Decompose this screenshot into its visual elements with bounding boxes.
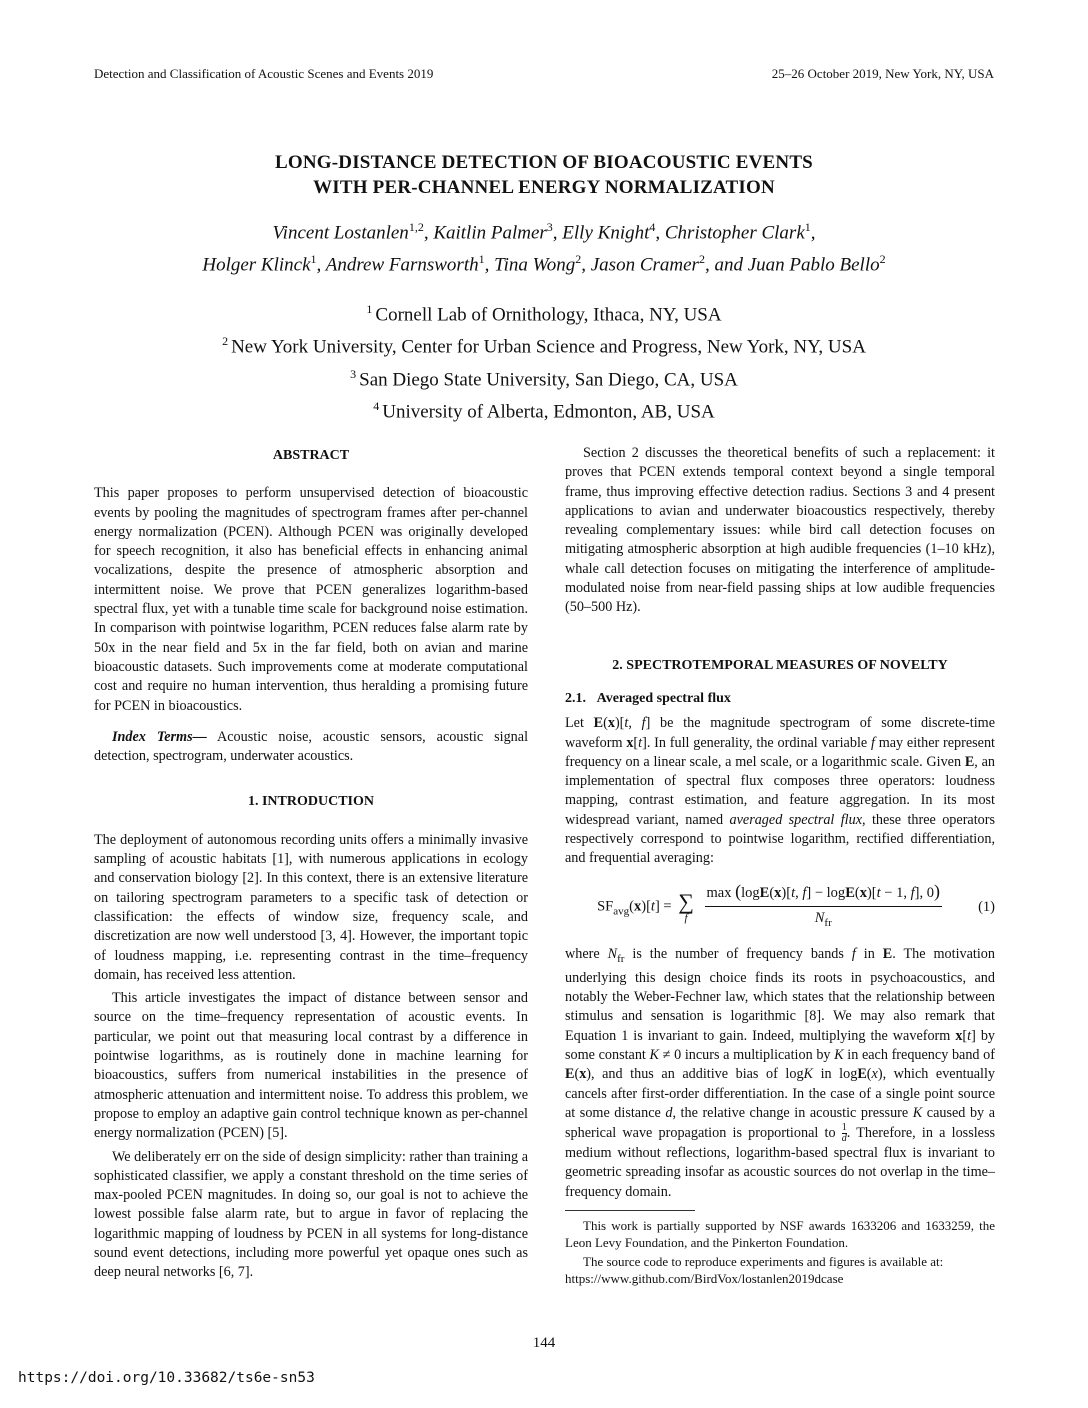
- affiliation-text: San Diego State University, San Diego, CA, USA: [359, 368, 738, 390]
- affiliation-text: Cornell Lab of Ornithology, Ithaca, NY, USA: [375, 304, 722, 326]
- affiliation-number: 1: [366, 302, 376, 316]
- author-affiliation-mark: 1,2: [408, 220, 424, 234]
- author-name: Andrew Farnsworth: [325, 254, 479, 276]
- author-name: Vincent Lostanlen: [272, 222, 409, 244]
- abstract-heading: ABSTRACT: [272, 448, 350, 463]
- affiliation-list: [0, 296, 1088, 425]
- affiliation-number: 4: [373, 398, 383, 413]
- index-terms-label: Index Terms—: [112, 728, 207, 745]
- affiliation-item: [0, 328, 1088, 360]
- author-name: Kaitlin Palmer: [433, 222, 547, 244]
- author-affiliation-mark: 4: [649, 220, 656, 234]
- author-affiliation-mark: 1: [478, 252, 485, 267]
- doi-link[interactable]: https://doi.org/10.33682/ts6e-sn53: [18, 1370, 315, 1386]
- paper-title-line-1: LONG-DISTANCE DETECTION OF BIOACOUSTIC EVENTS: [275, 152, 813, 173]
- subsection-2-1-heading: [565, 689, 995, 708]
- author-affiliation-mark: 2: [698, 252, 705, 267]
- subsection-title: Averaged spectral flux: [596, 690, 731, 706]
- section-2-heading: 2. SPECTROTEMPORAL MEASURES OF NOVELTY: [612, 657, 948, 673]
- index-terms-text: Acoustic noise, acoustic sensors, acoustic signal detection, spectrogram, underwater acoustics.: [94, 728, 529, 765]
- equation-discussion-paragraph: where $N_{fr}$ is the number of frequency bands f in E. The motivation underlying this design choice finds its roots in psychoacoustics, and notably the Weber-Fechner law, which states that the relationship between stimulus and sensation is logarithmic [8]. We may also remark that Equation 1 is invariant to gain. Indeed, multiplying the waveform x[t] by some constant K ≠ 0 incurs a multiplication by K in each frequency band of E(x), and thus an additive bias of logK in logE(x), which eventually cancels after first-order differentiation. In the case of a single point source at some distance d, the relative change in acoustic pressure K caused by a spherical wave propagation is proportional to $\frac{1}{d}$ . Therefore, in a lossless medium without reflections, logarithm-based spectral flux is invariant to geometric spreading insofar as acoustic sources do not overlap in the time–frequency domain.: [565, 945, 996, 1200]
- spectral-flux-paragraph: Let E(x)[t, f] be the magnitude spectrogram of some discrete-time waveform x[t]. In full generality, the ordinal variable f may either represent frequency on a linear scale, a mel scale, or a logarithmic scale. Given E, an implementation of spectral flux composes three operators: loudness mapping, contrast estimation, and feature aggregation. In its most widespread variant, named averaged spectral flux, these three operators respectively correspond to pointwise logarithm, rectified differentiation, and frequential averaging:: [565, 715, 996, 867]
- footnote-divider: [565, 1210, 695, 1211]
- author-list: [0, 214, 1088, 279]
- affiliation-text: University of Alberta, Edmonton, AB, USA: [382, 401, 715, 423]
- author-line-1: Vincent Lostanlen$^{1,2}$, Kaitlin Palmer$^3$, Elly Knight$^4$, Christopher Clark$^1$,: [272, 220, 816, 244]
- page-number: 144: [532, 1335, 556, 1351]
- footnote-source-code: The source code to reproduce experiments and figures is available at: https://www.github.com/BirdVox/lostanlen2019dcase: [565, 1254, 944, 1287]
- index-terms: [94, 728, 528, 767]
- author-affiliation-mark: 2: [575, 252, 582, 267]
- equation-1: [565, 879, 995, 937]
- affiliation-item: [0, 361, 1088, 393]
- affiliation-item: [0, 296, 1088, 328]
- intro-paragraph-2: This article investigates the impact of distance between sensor and source on the time–frequency representation of acoustic events. In particular, we point out that measuring local contrast by a difference in pointwise logarithms, as is routinely done in machine learning for bioacoustics, suffers from numerical instabilities in the presence of atmospheric attenuation and intermittent noise. To address this problem, we propose to employ an adaptive gain control technique known as per-channel energy normalization (PCEN) [5].: [94, 990, 528, 1142]
- author-name: Jason Cramer: [590, 254, 699, 276]
- paper-title-line-2: WITH PER-CHANNEL ENERGY NORMALIZATION: [313, 177, 775, 198]
- running-header-right: 25–26 October 2019, New York, NY, USA: [771, 66, 994, 81]
- affiliation-number: 2: [222, 334, 232, 349]
- equation-1-body: $SF_{avg}(x)[t]$ = ∑ f $\frac{\max (\log E(x)[t, f] - \log E(x)[t - 1, f], 0)}{N_{fr}}$: [597, 881, 940, 929]
- subsection-number: 2.1.: [565, 690, 586, 706]
- affiliation-text: New York University, Center for Urban Science and Progress, New York, NY, USA: [231, 336, 866, 358]
- intro-paragraph-3: We deliberately err on the side of design simplicity: rather than training a sophisticated classifier, we apply a constant threshold on the time series of max-pooled PCEN magnitudes. In doing so, our goal is not to achieve the lowest possible false alarm rate, but to argue in favor of replacing the logarithmic mapping of loudness by PCEN in all systems for long-distance sound event detections, including more powerful yet opaque ones such as deep neural networks [6, 7].: [94, 1148, 528, 1281]
- author-name: Tina Wong: [494, 254, 576, 276]
- author-affiliation-mark: 2: [879, 252, 886, 267]
- author-name: Elly Knight: [562, 222, 650, 244]
- author-line-2: Holger Klinck$^1$, Andrew Farnsworth$^1$, Tina Wong$^2$, Jason Cramer$^2$, and Juan Pablo Bello$^2$: [202, 252, 886, 276]
- footnote-funding: This work is partially supported by NSF awards 1633206 and 1633259, the Leon Levy Foundation, and the Pinkerton Foundation.: [565, 1218, 995, 1251]
- author-affiliation-mark: 3: [546, 220, 553, 234]
- running-header-left: Detection and Classification of Acoustic Scenes and Events 2019: [94, 66, 434, 81]
- equation-1-number: (1): [978, 898, 995, 915]
- author-name: and Juan Pablo Bello: [714, 254, 880, 276]
- intro-paragraph-1: The deployment of autonomous recording units offers a minimally invasive sampling of acoustic habitats [1], with numerous applications in ecology and conservation biology [2]. In this context, there is an extensive literature on tailoring spectrogram parameters to a specific task of detection or classification: the effects of window size, frequency scale, and discretization are now well understood [3, 4]. However, the important topic of loudness mapping, i.e. representing contrast in the time–frequency domain, has received less attention.: [94, 831, 528, 983]
- author-name: Holger Klinck: [202, 254, 311, 276]
- author-name: Christopher Clark: [664, 222, 805, 244]
- affiliation-number: 3: [350, 366, 360, 381]
- left-column: [94, 446, 528, 1283]
- author-affiliation-mark: 1: [310, 252, 317, 267]
- affiliation-item: [0, 393, 1088, 425]
- paper-title: [0, 150, 1088, 200]
- right-column: [565, 444, 995, 1287]
- introduction-heading: 1. INTRODUCTION: [247, 794, 374, 810]
- author-affiliation-mark: 1: [804, 220, 811, 234]
- abstract-text: This paper proposes to perform unsupervised detection of bioacoustic events by pooling the magnitudes of spectrogram frames after per-channel energy normalization (PCEN). Although PCEN was originally developed for speech recognition, it also has beneficial effects in enhancing animal vocalizations, despite the presence of atmospheric absorption and intermittent noise. We prove that PCEN generalizes logarithm-based spectral flux, yet with a tunable time scale for background noise estimation. In comparison with pointwise logarithm, PCEN reduces false alarm rate by 50x in the near field and 5x in the far field, both on avian and marine bioacoustic datasets. Such improvements come at moderate computational cost and require no human intervention, thus heralding a promising future for PCEN in bioacoustics.: [94, 485, 528, 714]
- section-overview-paragraph: Section 2 discusses the theoretical benefits of such a replacement: it proves that PCEN extends temporal context beyond a single temporal frame, thus improving effective detection radius. Sections 3 and 4 present applications to avian and underwater bioacoustics respectively, thereby revealing complementary issues: while bird call detection focuses on mitigating atmospheric absorption at high audible frequencies (1–10 kHz), whale call detection focuses on mitigating the interference of amplitude-modulated noise from near-field passing ships at low audible frequencies (50–500 Hz).: [565, 445, 995, 616]
